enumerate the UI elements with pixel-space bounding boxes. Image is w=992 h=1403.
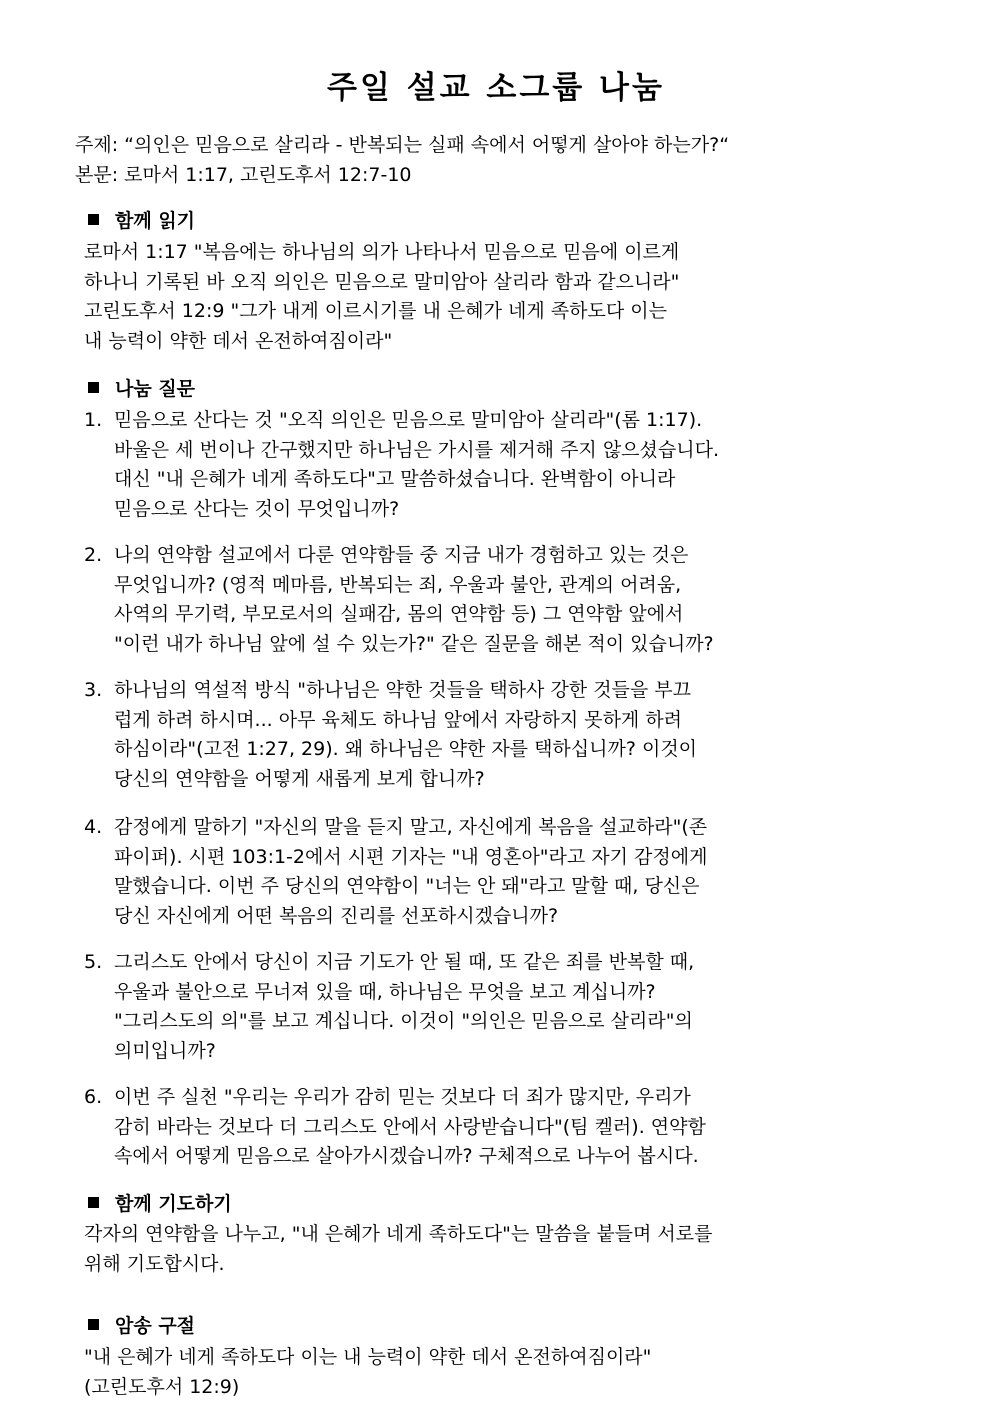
scripture-line: 본문: 로마서 1:17, 고린도후서 12:7-10	[75, 164, 412, 186]
prayer-heading-text: 함께 기도하기	[115, 1193, 232, 1215]
reading-heading	[88, 207, 195, 235]
question-line: 하심이라"(고전 1:27, 29). 왜 하나님은 약한 자를 택하십니까? 이것이	[114, 738, 698, 760]
question-item	[84, 948, 694, 1066]
question-line: "그리스도의 의"를 보고 계십니다. 이것이 "의인은 믿음으로 살리라"의	[114, 1010, 693, 1032]
square-bullet-icon	[88, 1319, 99, 1330]
memory-line: "내 은혜가 네게 족하도다 이는 내 능력이 약한 데서 온전하여짐이라"	[84, 1346, 652, 1368]
question-number: 5.	[84, 951, 103, 973]
reading-heading-text: 함께 읽기	[115, 210, 196, 232]
memory-line: (고린도후서 12:9)	[84, 1375, 240, 1398]
square-bullet-icon	[88, 1197, 99, 1208]
prayer-line: 각자의 연약함을 나누고, "내 은혜가 네게 족하도다"는 말씀을 붙들며 서로를	[84, 1223, 713, 1245]
question-number: 4.	[84, 816, 103, 838]
question-line: 파이퍼). 시편 103:1-2에서 시편 기자는 "내 영혼아"라고 자기 감정에게	[114, 845, 708, 868]
questions-heading-text: 나눔 질문	[115, 378, 196, 400]
question-item	[84, 813, 707, 931]
question-line: "이런 내가 하나님 앞에 설 수 있는가?" 같은 질문을 해본 적이 있습니까?	[114, 632, 714, 655]
question-line: 이번 주 실천 "우리는 우리가 감히 믿는 것보다 더 죄가 많지만, 우리가	[114, 1086, 691, 1108]
question-line: 속에서 어떻게 믿음으로 살아가시겠습니까? 구체적으로 나누어 봅시다.	[114, 1145, 699, 1167]
reading-line: 로마서 1:17 "복음에는 하나님의 의가 나타나서 믿음으로 믿음에 이르게	[84, 241, 680, 263]
question-item	[84, 676, 697, 794]
reading-line: 하나니 기록된 바 오직 의인은 믿음으로 말미암아 살리라 함과 같으니라"	[84, 270, 680, 293]
questions-heading	[88, 375, 195, 403]
question-line: 우울과 불안으로 무너져 있을 때, 하나님은 무엇을 보고 계십니까?	[114, 980, 656, 1003]
question-line: 믿음으로 산다는 것이 무엇입니까?	[114, 497, 400, 520]
question-item	[84, 1083, 706, 1172]
question-line: 나의 연약함 설교에서 다룬 연약함들 중 지금 내가 경험하고 있는 것은	[114, 544, 689, 566]
reading-line: 내 능력이 약한 데서 온전하여짐이라"	[84, 329, 393, 352]
theme-line: 주제: “의인은 믿음으로 살리라 - 반복되는 실패 속에서 어떻게 살아야 하는가?“	[75, 134, 730, 156]
square-bullet-icon	[88, 382, 99, 393]
page-title: 주일 설교 소그룹 나눔	[327, 70, 665, 106]
question-line: 당신의 연약함을 어떻게 새롭게 보게 합니까?	[114, 767, 485, 790]
question-line: 대신 "내 은혜가 네게 족하도다"고 말씀하셨습니다. 완벽함이 아니라	[114, 468, 676, 490]
question-line: 무엇입니까? (영적 메마름, 반복되는 죄, 우울과 불안, 관계의 어려움,	[114, 573, 682, 596]
question-line: 감히 바라는 것보다 더 그리스도 안에서 사랑받습니다"(팀 켈러). 연약함	[114, 1115, 706, 1138]
question-line: 사역의 무기력, 부모로서의 실패감, 몸의 연약함 등) 그 연약함 앞에서	[114, 603, 684, 625]
square-bullet-icon	[88, 214, 99, 225]
question-line: 럽게 하려 하시며... 아무 육체도 하나님 앞에서 자랑하지 못하게 하려	[114, 708, 683, 731]
question-item	[84, 406, 719, 524]
prayer-heading	[88, 1190, 232, 1218]
question-line: 당신 자신에게 어떤 복음의 진리를 선포하시겠습니까?	[114, 904, 559, 927]
question-line: 하나님의 역설적 방식 "하나님은 약한 것들을 택하사 강한 것들을 부끄	[114, 679, 692, 701]
question-number: 2.	[84, 544, 103, 566]
question-line: 바울은 세 번이나 간구했지만 하나님은 가시를 제거해 주지 않으셨습니다.	[114, 438, 719, 461]
sermon-meta	[75, 130, 729, 190]
question-number: 3.	[84, 679, 103, 701]
question-line: 의미입니까?	[114, 1039, 216, 1062]
question-number: 1.	[84, 409, 103, 431]
reading-line: 고린도후서 12:9 "그가 내게 이르시기를 내 은혜가 네게 족하도다 이는	[84, 300, 667, 322]
question-line: 말했습니다. 이번 주 당신의 연약함이 "너는 안 돼"라고 말할 때, 당신은	[114, 875, 700, 897]
memory-heading-text: 암송 구절	[115, 1315, 196, 1337]
memory-verse	[84, 1343, 651, 1402]
prayer-line: 위해 기도합시다.	[84, 1252, 225, 1275]
prayer-text	[84, 1220, 713, 1279]
question-line: 믿음으로 산다는 것 "오직 의인은 믿음으로 말미암아 살리라"(롬 1:17).	[114, 409, 703, 431]
memory-heading	[88, 1312, 195, 1340]
question-line: 감정에게 말하기 "자신의 말을 듣지 말고, 자신에게 복음을 설교하라"(존	[114, 816, 708, 838]
question-line: 그리스도 안에서 당신이 지금 기도가 안 될 때, 또 같은 죄를 반복할 때,	[114, 951, 695, 973]
reading-passage	[84, 238, 679, 356]
question-item	[84, 541, 714, 659]
question-number: 6.	[84, 1086, 103, 1108]
